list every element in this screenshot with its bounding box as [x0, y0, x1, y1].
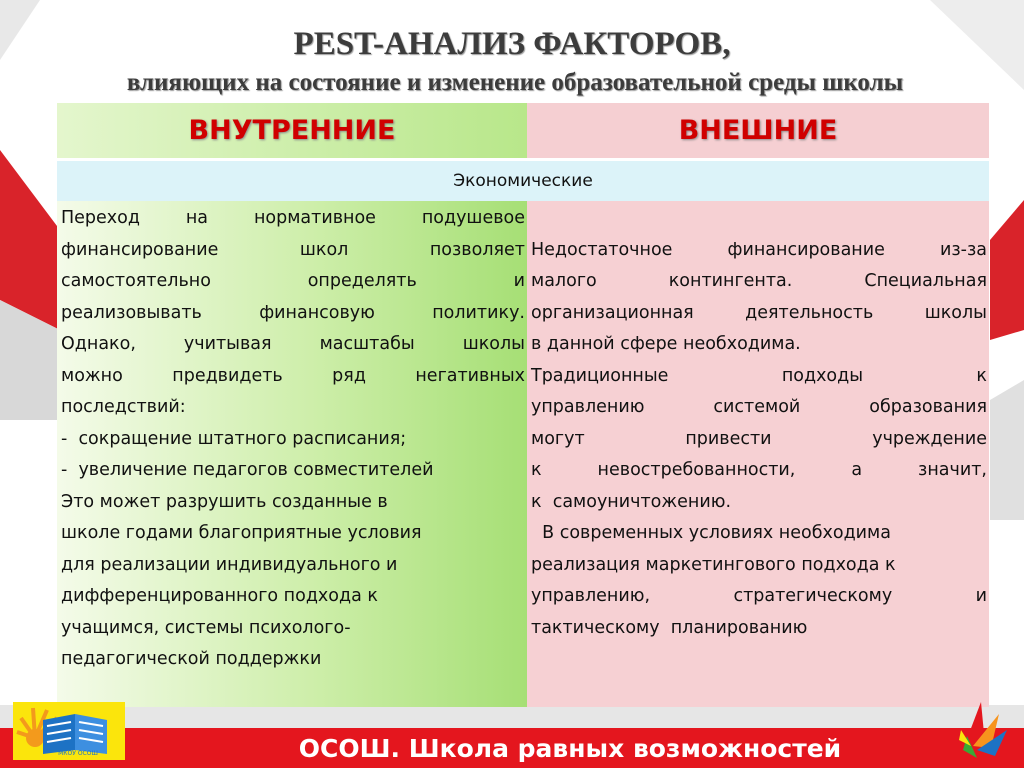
- text-line: [531, 203, 987, 235]
- text-line: могут привести учреждение: [531, 428, 987, 449]
- text-line: реализовывать финансовую политику.: [61, 302, 525, 323]
- left-red-swoosh: [0, 150, 60, 330]
- footer-slogan: ОСОШ. Школа равных возможностей: [298, 734, 842, 763]
- text-line: В современных условиях необходима: [531, 523, 891, 543]
- school-logo: [13, 702, 125, 760]
- text-line: малого контингента. Специальная: [531, 271, 987, 291]
- header-internal: ВНУТРЕННИЕ: [57, 103, 527, 158]
- text-line: Это может разрушить созданные в: [61, 491, 388, 512]
- text-line: тактическому планированию: [531, 617, 808, 638]
- page-subtitle: влияющих на состояние и изменение образовательной среды школы: [126, 69, 904, 96]
- text-line: управлению системой образования: [531, 397, 987, 417]
- text-line: дифференцированного подхода к: [61, 586, 378, 606]
- bottom-grey-band: [0, 705, 1024, 729]
- header-external: ВНЕШНИЕ: [527, 103, 989, 158]
- text-line: для реализации индивидуального и: [61, 554, 398, 575]
- title-block: [0, 22, 1024, 100]
- text-line: последствий:: [61, 397, 186, 417]
- text-line: к невостребованности, а значит,: [531, 460, 987, 480]
- text-line: педагогической поддержки: [61, 649, 322, 669]
- text-line: учащимся, системы психолого-: [61, 617, 351, 638]
- pest-table: [57, 103, 989, 707]
- text-line: к самоуничтожению.: [531, 491, 732, 512]
- text-line: финансирование школ позволяет: [61, 239, 525, 260]
- text-line: самостоятельно определять и: [61, 271, 525, 291]
- category-economic: Экономические: [57, 161, 989, 201]
- text-line: школе годами благоприятные условия: [61, 523, 422, 543]
- text-line: управлению, стратегическому и: [531, 586, 987, 606]
- text-line: организационная деятельность школы: [531, 302, 987, 323]
- right-red-swoosh: [990, 200, 1024, 340]
- page-title: PEST-АНАЛИЗ ФАКТОРОВ,: [293, 26, 731, 62]
- external-factors-text: [527, 201, 989, 707]
- text-line: - сокращение штатного расписания;: [61, 428, 407, 449]
- text-line: Традиционные подходы к: [531, 365, 987, 386]
- text-line: Однако, учитывая масштабы школы: [61, 334, 525, 354]
- internal-factors-text: [57, 201, 527, 707]
- text-line: реализация маркетингового подхода к: [531, 554, 896, 575]
- text-line: Переход на нормативное подушевое: [61, 208, 525, 228]
- text-line: - увеличение педагогов совместителей: [61, 460, 434, 480]
- logo-caption: МКОУ ОСОШ: [58, 750, 98, 757]
- text-line: в данной сфере необходима.: [531, 334, 801, 354]
- text-line: можно предвидеть ряд негативных: [61, 365, 525, 386]
- text-line: Недостаточное финансирование из-за: [531, 239, 987, 260]
- footer-bar: [0, 728, 1024, 768]
- right-grey-swoosh: [990, 380, 1024, 520]
- colorful-emblem-icon: [955, 700, 1010, 758]
